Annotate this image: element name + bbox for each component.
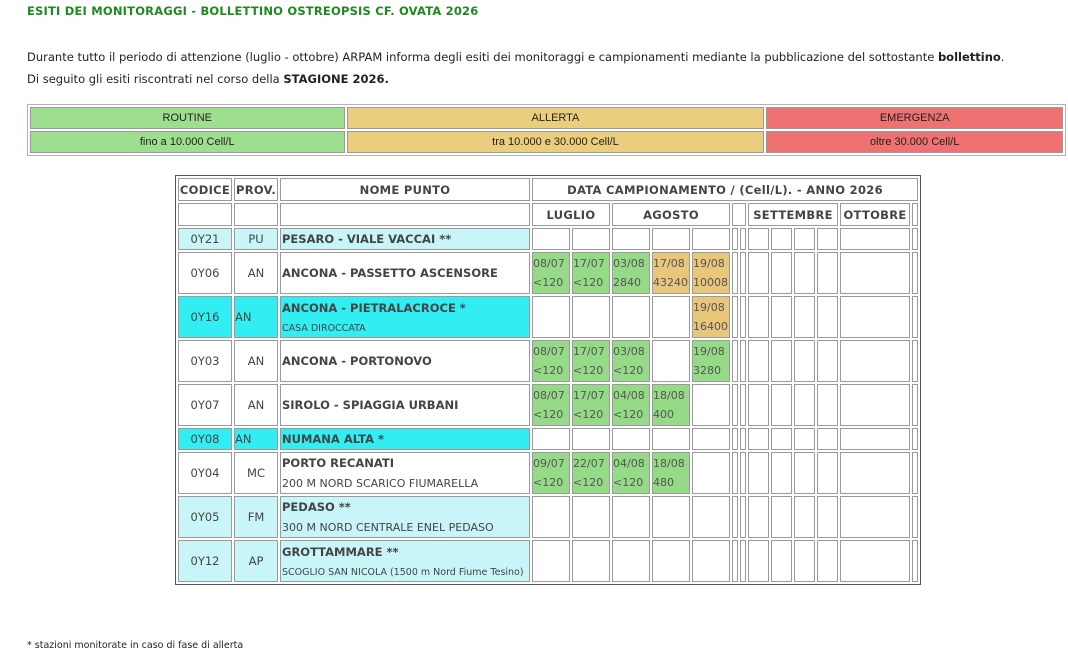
sample-gap xyxy=(740,340,746,382)
sample-cell xyxy=(692,384,730,426)
sample-gap xyxy=(912,428,918,450)
sample-cell xyxy=(572,496,610,538)
sample-value: 43240 xyxy=(653,276,688,289)
sample-cell xyxy=(771,384,792,426)
sample-value: <120 xyxy=(533,276,564,289)
sample-cell xyxy=(692,452,730,494)
sample-value: <120 xyxy=(573,476,604,489)
sample-date: 04/08 xyxy=(613,457,645,470)
row-code: 0Y21 xyxy=(178,228,232,250)
sample-gap xyxy=(732,496,738,538)
sample-cell xyxy=(840,496,910,538)
table-row xyxy=(178,296,918,338)
header-empty-2 xyxy=(234,203,278,226)
row-name xyxy=(280,496,530,538)
sample-cell xyxy=(532,496,570,538)
sample-value: <120 xyxy=(533,408,564,421)
sample-gap xyxy=(912,384,918,426)
sample-cell xyxy=(817,384,838,426)
sample-cell xyxy=(692,340,730,382)
sample-cell xyxy=(794,296,815,338)
header-data-campionamento: DATA CAMPIONAMENTO / (Cell/L). - ANNO 2026 xyxy=(532,178,918,201)
sample-cell xyxy=(748,252,769,294)
row-name-text: PORTO RECANATI xyxy=(282,456,394,470)
sample-gap xyxy=(732,252,738,294)
table-row xyxy=(178,228,918,250)
sample-cell xyxy=(652,384,690,426)
sample-date: 08/07 xyxy=(533,345,565,358)
row-prov: AP xyxy=(234,540,278,582)
legend-allerta-range: tra 10.000 e 30.000 Cell/L xyxy=(347,131,765,153)
sample-cell xyxy=(817,228,838,250)
table-row xyxy=(178,252,918,294)
sample-cell xyxy=(652,228,690,250)
sample-cell xyxy=(771,228,792,250)
row-name-sub: 200 M NORD SCARICO FIUMARELLA xyxy=(282,477,479,490)
row-name-text: ANCONA - PORTONOVO xyxy=(282,354,432,368)
sample-gap xyxy=(740,296,746,338)
legend-allerta-label: ALLERTA xyxy=(347,107,765,129)
sample-cell xyxy=(840,228,910,250)
sample-gap xyxy=(732,452,738,494)
sample-value: <120 xyxy=(613,364,644,377)
sample-gap xyxy=(740,452,746,494)
row-name xyxy=(280,428,530,450)
intro-line-1 xyxy=(27,46,1004,68)
sample-gap xyxy=(732,296,738,338)
row-prov: AN xyxy=(234,252,278,294)
header-codice: CODICE xyxy=(178,178,232,201)
row-name-sub: SCOGLIO SAN NICOLA (1500 m Nord Fiume Tesino) xyxy=(282,566,524,578)
sample-date: 18/08 xyxy=(653,389,685,402)
sample-cell xyxy=(652,296,690,338)
sample-value: 10008 xyxy=(693,276,728,289)
sample-gap xyxy=(740,228,746,250)
sample-date: 18/08 xyxy=(653,457,685,470)
sample-cell xyxy=(572,452,610,494)
table-row xyxy=(178,428,918,450)
sample-cell xyxy=(652,428,690,450)
table-row xyxy=(178,496,918,538)
sample-value: 400 xyxy=(653,408,674,421)
sample-gap xyxy=(740,540,746,582)
header-ottobre: OTTOBRE xyxy=(840,203,910,226)
sample-cell xyxy=(771,428,792,450)
sample-cell xyxy=(612,428,650,450)
sample-gap xyxy=(912,252,918,294)
row-code: 0Y16 xyxy=(178,296,232,338)
intro-text xyxy=(27,46,1004,90)
sample-date: 03/08 xyxy=(613,345,645,358)
sample-cell xyxy=(771,540,792,582)
row-prov: AN xyxy=(234,428,278,450)
sample-cell xyxy=(840,340,910,382)
sample-cell xyxy=(652,540,690,582)
sample-cell xyxy=(612,452,650,494)
sample-gap xyxy=(912,452,918,494)
sample-value: <120 xyxy=(613,476,644,489)
sample-cell xyxy=(652,496,690,538)
sample-cell xyxy=(748,340,769,382)
row-name-sub: 300 M NORD CENTRALE ENEL PEDASO xyxy=(282,521,494,534)
sample-cell xyxy=(794,540,815,582)
sample-cell xyxy=(748,452,769,494)
sample-cell xyxy=(572,340,610,382)
sample-cell xyxy=(840,428,910,450)
sample-cell xyxy=(572,540,610,582)
sample-gap xyxy=(740,252,746,294)
sample-cell xyxy=(817,540,838,582)
row-name xyxy=(280,452,530,494)
row-name-text: ANCONA - PIETRALACROCE * xyxy=(282,300,466,315)
sample-cell xyxy=(748,540,769,582)
sample-value: <120 xyxy=(573,364,604,377)
sample-cell xyxy=(794,228,815,250)
sample-value: <120 xyxy=(573,276,604,289)
sample-cell xyxy=(692,428,730,450)
sample-gap xyxy=(740,496,746,538)
row-code: 0Y06 xyxy=(178,252,232,294)
sample-cell xyxy=(817,428,838,450)
legend-emergenza-range: oltre 30.000 Cell/L xyxy=(766,131,1063,153)
header-luglio: LUGLIO xyxy=(532,203,610,226)
sample-date: 03/08 xyxy=(613,257,645,270)
sample-cell xyxy=(612,340,650,382)
sample-cell xyxy=(748,228,769,250)
sample-cell xyxy=(572,384,610,426)
sample-cell xyxy=(532,452,570,494)
sample-cell xyxy=(692,540,730,582)
monitoring-table xyxy=(175,175,921,585)
row-name xyxy=(280,228,530,250)
table-row xyxy=(178,452,918,494)
sample-cell xyxy=(652,452,690,494)
intro-bold-bollettino: bollettino xyxy=(937,50,1001,64)
sample-gap xyxy=(732,428,738,450)
legend-routine-label: ROUTINE xyxy=(30,107,345,129)
sample-gap xyxy=(912,340,918,382)
page-title: ESITI DEI MONITORAGGI - BOLLETTINO OSTREOPSIS CF. OVATA 2026 xyxy=(27,4,479,18)
sample-cell xyxy=(532,540,570,582)
row-code: 0Y05 xyxy=(178,496,232,538)
row-name-text: SIROLO - SPIAGGIA URBANI xyxy=(282,398,459,412)
sample-value: 16400 xyxy=(693,320,728,333)
sample-cell xyxy=(612,252,650,294)
row-name-text: GROTTAMMARE ** xyxy=(282,544,399,559)
sample-cell xyxy=(532,428,570,450)
sample-value: <120 xyxy=(533,476,564,489)
row-name xyxy=(280,540,530,582)
sample-date: 17/08 xyxy=(653,257,685,270)
intro-bold-season: STAGIONE 2026. xyxy=(283,72,389,86)
sample-cell xyxy=(771,340,792,382)
sample-date: 04/08 xyxy=(613,389,645,402)
header-nome-punto: NOME PUNTO xyxy=(280,178,530,201)
sample-value: <120 xyxy=(613,408,644,421)
sample-cell xyxy=(794,496,815,538)
sample-cell xyxy=(771,452,792,494)
intro-line-1-end: . xyxy=(1000,50,1005,64)
sample-cell xyxy=(817,452,838,494)
header-empty-1 xyxy=(178,203,232,226)
sample-date: 17/07 xyxy=(573,257,605,270)
table-row xyxy=(178,340,918,382)
sample-date: 17/07 xyxy=(573,345,605,358)
sample-gap xyxy=(732,228,738,250)
legend-emergenza-label: EMERGENZA xyxy=(766,107,1063,129)
sample-date: 19/08 xyxy=(693,345,725,358)
sample-cell xyxy=(817,340,838,382)
legend-routine-range: fino a 10.000 Cell/L xyxy=(30,131,345,153)
sample-cell xyxy=(532,252,570,294)
intro-line-2 xyxy=(27,68,1004,90)
sample-date: 08/07 xyxy=(533,389,565,402)
intro-line-1-text: Durante tutto il periodo di attenzione (luglio - ottobre) ARPAM informa degli esiti dei monitoraggi e campionamenti mediante la pubblicazione del sottostante xyxy=(27,50,938,64)
sample-cell xyxy=(692,496,730,538)
header-gap xyxy=(732,203,746,226)
row-name xyxy=(280,340,530,382)
row-name xyxy=(280,296,530,338)
sample-cell xyxy=(794,428,815,450)
table-row xyxy=(178,384,918,426)
sample-gap xyxy=(740,384,746,426)
row-name-text: ANCONA - PASSETTO ASCENSORE xyxy=(282,266,498,280)
sample-cell xyxy=(612,496,650,538)
row-prov: AN xyxy=(234,296,278,338)
sample-cell xyxy=(748,428,769,450)
row-prov: AN xyxy=(234,340,278,382)
header-empty-3 xyxy=(280,203,530,226)
sample-cell xyxy=(652,252,690,294)
table-row xyxy=(178,540,918,582)
footnote: * stazioni monitorate in caso di fase di allerta xyxy=(27,640,244,651)
row-name xyxy=(280,252,530,294)
row-prov: AN xyxy=(234,384,278,426)
sample-cell xyxy=(840,540,910,582)
sample-cell xyxy=(652,340,690,382)
row-prov: PU xyxy=(234,228,278,250)
row-prov: MC xyxy=(234,452,278,494)
row-code: 0Y03 xyxy=(178,340,232,382)
header-end xyxy=(912,203,918,226)
sample-value: 480 xyxy=(653,476,674,489)
sample-cell xyxy=(532,384,570,426)
row-code: 0Y04 xyxy=(178,452,232,494)
sample-cell xyxy=(840,296,910,338)
row-name-text: PEDASO ** xyxy=(282,500,351,514)
sample-cell xyxy=(612,228,650,250)
row-name-text: NUMANA ALTA * xyxy=(282,432,385,446)
row-code: 0Y08 xyxy=(178,428,232,450)
sample-cell xyxy=(532,228,570,250)
row-name-sub: CASA DIROCCATA xyxy=(282,322,366,334)
sample-gap xyxy=(740,428,746,450)
row-name-text: PESARO - VIALE VACCAI ** xyxy=(282,232,452,246)
row-prov: FM xyxy=(234,496,278,538)
sample-cell xyxy=(771,252,792,294)
header-agosto: AGOSTO xyxy=(612,203,730,226)
sample-cell xyxy=(748,496,769,538)
sample-cell xyxy=(692,252,730,294)
sample-date: 19/08 xyxy=(693,301,725,314)
sample-value: 2840 xyxy=(613,276,641,289)
sample-cell xyxy=(692,296,730,338)
sample-cell xyxy=(794,340,815,382)
sample-cell xyxy=(794,452,815,494)
sample-cell xyxy=(771,496,792,538)
intro-line-2-text: Di seguito gli esiti riscontrati nel corso della xyxy=(27,72,284,86)
header-prov: PROV. xyxy=(234,178,278,201)
sample-cell xyxy=(532,296,570,338)
sample-cell xyxy=(612,540,650,582)
sample-cell xyxy=(572,252,610,294)
sample-gap xyxy=(732,540,738,582)
sample-cell xyxy=(840,384,910,426)
sample-value: 3280 xyxy=(693,364,721,377)
sample-cell xyxy=(840,252,910,294)
sample-cell xyxy=(692,228,730,250)
sample-cell xyxy=(840,452,910,494)
sample-date: 22/07 xyxy=(573,457,605,470)
sample-cell xyxy=(748,384,769,426)
sample-value: <120 xyxy=(573,408,604,421)
sample-cell xyxy=(612,384,650,426)
legend-table xyxy=(27,104,1066,156)
sample-gap xyxy=(912,296,918,338)
sample-cell xyxy=(748,296,769,338)
sample-cell xyxy=(794,384,815,426)
sample-cell xyxy=(532,340,570,382)
sample-gap xyxy=(912,496,918,538)
sample-cell xyxy=(612,296,650,338)
sample-cell xyxy=(771,296,792,338)
sample-cell xyxy=(572,428,610,450)
sample-date: 19/08 xyxy=(693,257,725,270)
sample-gap xyxy=(732,384,738,426)
sample-gap xyxy=(912,228,918,250)
row-code: 0Y07 xyxy=(178,384,232,426)
sample-date: 08/07 xyxy=(533,257,565,270)
sample-gap xyxy=(732,340,738,382)
header-settembre: SETTEMBRE xyxy=(748,203,838,226)
sample-value: <120 xyxy=(533,364,564,377)
row-code: 0Y12 xyxy=(178,540,232,582)
sample-cell xyxy=(817,296,838,338)
sample-gap xyxy=(912,540,918,582)
sample-date: 17/07 xyxy=(573,389,605,402)
sample-cell xyxy=(572,228,610,250)
sample-cell xyxy=(817,496,838,538)
sample-cell xyxy=(794,252,815,294)
sample-cell xyxy=(572,296,610,338)
sample-date: 09/07 xyxy=(533,457,565,470)
row-name xyxy=(280,384,530,426)
sample-cell xyxy=(817,252,838,294)
